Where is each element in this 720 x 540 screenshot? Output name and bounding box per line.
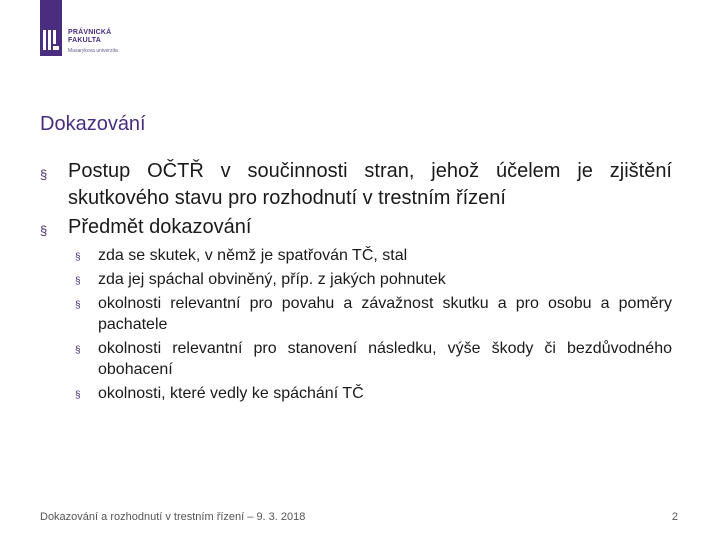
slide-title: Dokazování [40, 113, 146, 135]
faculty-logo [40, 0, 150, 62]
sub-bullet-item [40, 245, 672, 266]
slide-content [40, 158, 672, 407]
bullet-text: Předmět dokazování [68, 216, 252, 238]
bullet-marker: § [40, 167, 48, 182]
logo-text-line1: PRÁVNICKÁ [68, 29, 112, 36]
sub-bullet-marker: § [75, 276, 81, 287]
bullet-marker: § [40, 223, 48, 238]
sub-bullet-list [40, 245, 672, 404]
page-number: 2 [671, 511, 678, 523]
sub-bullet-marker: § [75, 390, 81, 401]
sub-bullet-marker: § [75, 300, 81, 311]
mu-logo-icon [43, 30, 59, 50]
sub-bullet-item [40, 269, 672, 290]
logo-text-line2: FAKULTA [68, 37, 102, 44]
sub-bullet-item [40, 383, 672, 404]
sub-bullet-text: zda se skutek, v němž je spatřován TČ, stal [98, 247, 408, 264]
bullet-item [40, 214, 672, 241]
sub-bullet-marker: § [75, 345, 81, 356]
logo-bar [40, 0, 62, 56]
sub-bullet-text: okolnosti relevantní pro stanovení následku, výše škody či bezdůvodného obohacení [98, 340, 672, 378]
sub-bullet-item [40, 338, 672, 380]
sub-bullet-text: okolnosti relevantní pro povahu a závažnost skutku a pro osobu a poměry pachatele [98, 295, 672, 333]
bullet-text: Postup OČTŘ v součinnosti stran, jehož účelem je zjištění skutkového stavu pro rozhodnutí v trestním řízení [68, 160, 672, 209]
footer-text: Dokazování a rozhodnutí v trestním řízení – 9. 3. 2018 [40, 511, 306, 523]
bullet-item [40, 158, 672, 212]
sub-bullet-text: zda jej spáchal obviněný, příp. z jakých pohnutek [98, 271, 446, 288]
logo-text-line3: Masarykova univerzita [68, 48, 118, 54]
sub-bullet-item [40, 293, 672, 335]
sub-bullet-marker: § [75, 252, 81, 263]
sub-bullet-text: okolnosti, které vedly ke spáchání TČ [98, 385, 364, 402]
